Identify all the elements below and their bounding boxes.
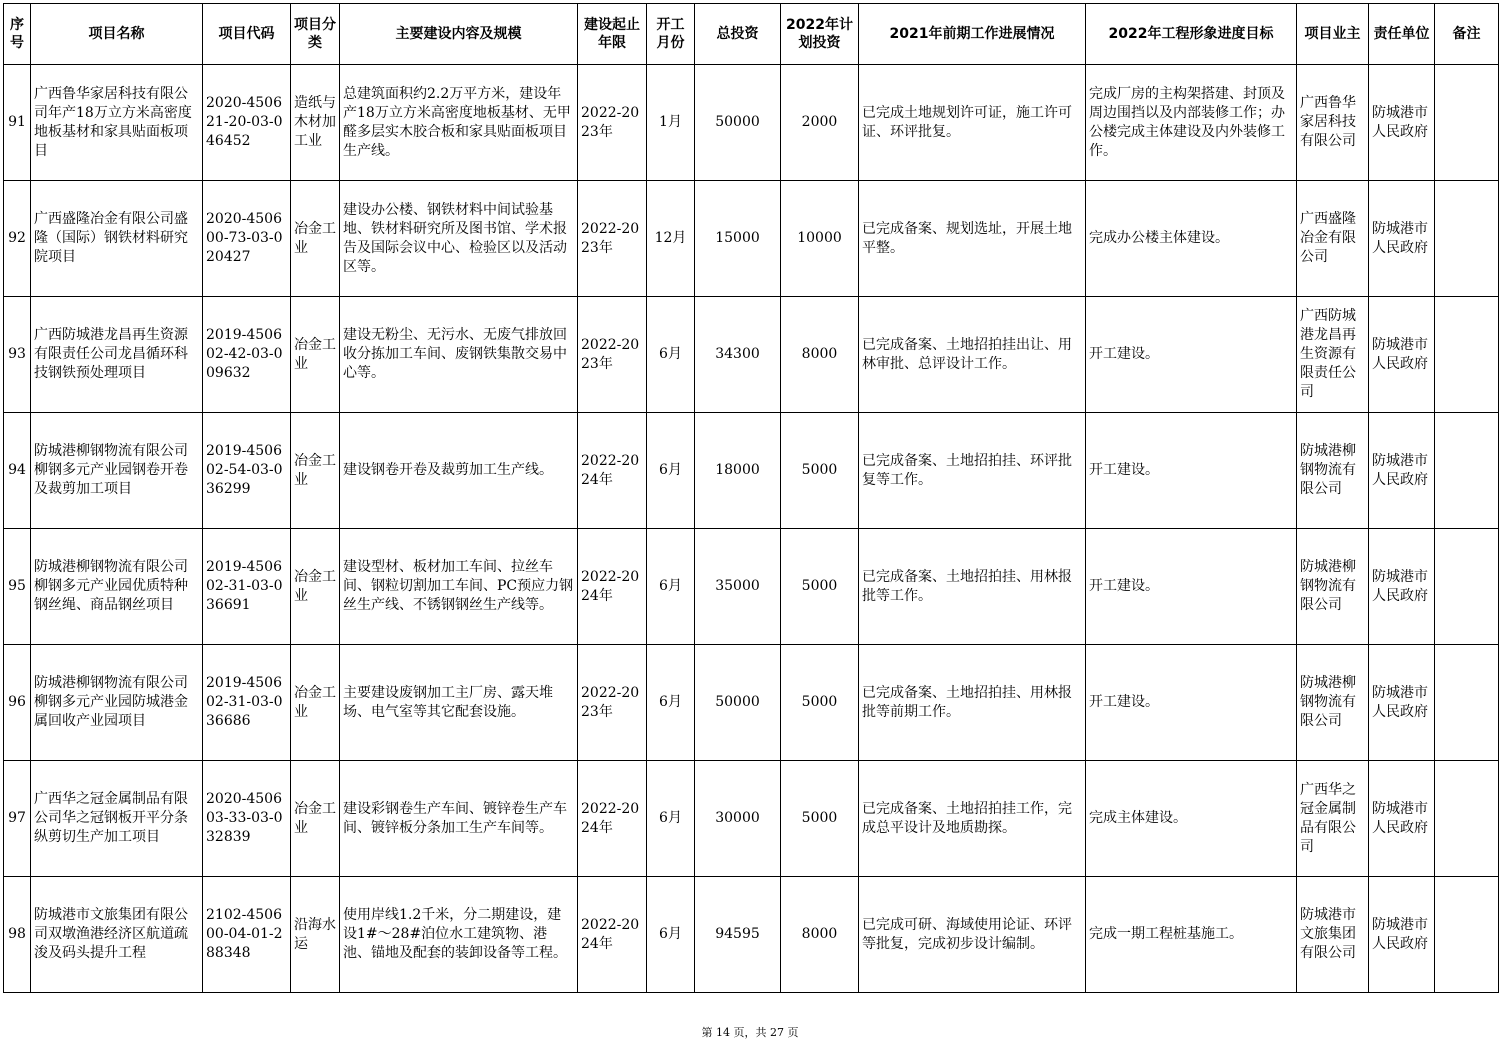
cell-note <box>1435 529 1499 645</box>
cell-content: 建设彩钢卷生产车间、镀锌卷生产车间、镀锌板分条加工生产车间等。 <box>340 761 578 877</box>
cell-progress: 已完成备案、土地招拍挂、用林报批等工作。 <box>859 529 1086 645</box>
cell-period: 2022-2024年 <box>578 877 647 993</box>
cell-plan: 8000 <box>781 877 859 993</box>
cell-name: 广西盛隆冶金有限公司盛隆（国际）钢铁材料研究院项目 <box>31 181 203 297</box>
cell-total: 15000 <box>695 181 781 297</box>
cell-month: 6月 <box>647 297 695 413</box>
cell-total: 30000 <box>695 761 781 877</box>
cell-target: 完成厂房的主构架搭建、封顶及周边围挡以及内部装修工作；办公楼完成主体建设及内外装修工作。 <box>1086 65 1297 181</box>
table-row <box>4 877 1499 993</box>
header-owner: 项目业主 <box>1297 4 1369 65</box>
cell-progress: 已完成备案、土地招拍挂、用林报批等前期工作。 <box>859 645 1086 761</box>
cell-name: 防城港柳钢物流有限公司柳钢多元产业园优质特种钢丝绳、商品钢丝项目 <box>31 529 203 645</box>
table-row <box>4 413 1499 529</box>
cell-total: 35000 <box>695 529 781 645</box>
cell-period: 2022-2023年 <box>578 645 647 761</box>
cell-category: 冶金工业 <box>291 413 340 529</box>
cell-no: 91 <box>4 65 31 181</box>
cell-unit: 防城港市人民政府 <box>1369 413 1435 529</box>
cell-progress: 已完成备案、土地招拍挂工作，完成总平设计及地质勘探。 <box>859 761 1086 877</box>
cell-content: 建设办公楼、钢铁材料中间试验基地、铁材料研究所及图书馆、学术报告及国际会议中心、检验区以及活动区等。 <box>340 181 578 297</box>
cell-owner: 防城港柳钢物流有限公司 <box>1297 529 1369 645</box>
header-progress: 2021年前期工作进展情况 <box>859 4 1086 65</box>
cell-owner: 广西鲁华家居科技有限公司 <box>1297 65 1369 181</box>
cell-plan: 8000 <box>781 297 859 413</box>
cell-plan: 10000 <box>781 181 859 297</box>
cell-period: 2022-2023年 <box>578 65 647 181</box>
cell-no: 98 <box>4 877 31 993</box>
cell-target: 完成一期工程桩基施工。 <box>1086 877 1297 993</box>
cell-month: 6月 <box>647 761 695 877</box>
cell-target: 开工建设。 <box>1086 297 1297 413</box>
cell-name: 防城港柳钢物流有限公司柳钢多元产业园防城港金属回收产业园项目 <box>31 645 203 761</box>
cell-target: 完成办公楼主体建设。 <box>1086 181 1297 297</box>
table-row <box>4 761 1499 877</box>
cell-category: 冶金工业 <box>291 181 340 297</box>
cell-category: 造纸与木材加工业 <box>291 65 340 181</box>
cell-no: 92 <box>4 181 31 297</box>
cell-content: 建设无粉尘、无污水、无废气排放回收分拣加工车间、废钢铁集散交易中心等。 <box>340 297 578 413</box>
cell-total: 50000 <box>695 645 781 761</box>
cell-category: 冶金工业 <box>291 297 340 413</box>
cell-month: 1月 <box>647 65 695 181</box>
cell-note <box>1435 297 1499 413</box>
cell-owner: 广西盛隆冶金有限公司 <box>1297 181 1369 297</box>
cell-target: 完成主体建设。 <box>1086 761 1297 877</box>
cell-month: 6月 <box>647 645 695 761</box>
cell-plan: 2000 <box>781 65 859 181</box>
cell-name: 广西鲁华家居科技有限公司年产18万立方米高密度地板基材和家具贴面板项目 <box>31 65 203 181</box>
cell-content: 建设钢卷开卷及裁剪加工生产线。 <box>340 413 578 529</box>
cell-code: 2019-450602-42-03-009632 <box>203 297 291 413</box>
cell-owner: 广西防城港龙昌再生资源有限责任公司 <box>1297 297 1369 413</box>
cell-total: 50000 <box>695 65 781 181</box>
cell-progress: 已完成备案、土地招拍挂出让、用林审批、总评设计工作。 <box>859 297 1086 413</box>
cell-name: 防城港市文旅集团有限公司双墩渔港经济区航道疏浚及码头提升工程 <box>31 877 203 993</box>
cell-month: 6月 <box>647 413 695 529</box>
header-target: 2022年工程形象进度目标 <box>1086 4 1297 65</box>
project-table <box>3 3 1499 993</box>
cell-plan: 5000 <box>781 761 859 877</box>
cell-note <box>1435 181 1499 297</box>
cell-code: 2020-450621-20-03-046452 <box>203 65 291 181</box>
cell-period: 2022-2024年 <box>578 529 647 645</box>
header-unit: 责任单位 <box>1369 4 1435 65</box>
cell-plan: 5000 <box>781 645 859 761</box>
cell-no: 96 <box>4 645 31 761</box>
cell-content: 总建筑面积约2.2万平方米，建设年产18万立方米高密度地板基材、无甲醛多层实木胶合板和家具贴面板项目生产线。 <box>340 65 578 181</box>
header-total: 总投资 <box>695 4 781 65</box>
cell-unit: 防城港市人民政府 <box>1369 65 1435 181</box>
cell-plan: 5000 <box>781 529 859 645</box>
cell-code: 2019-450602-31-03-036691 <box>203 529 291 645</box>
cell-code: 2020-450603-33-03-032839 <box>203 761 291 877</box>
cell-owner: 防城港柳钢物流有限公司 <box>1297 645 1369 761</box>
cell-unit: 防城港市人民政府 <box>1369 297 1435 413</box>
cell-owner: 防城港市文旅集团有限公司 <box>1297 877 1369 993</box>
header-no: 序号 <box>4 4 31 65</box>
cell-progress: 已完成可研、海域使用论证、环评等批复，完成初步设计编制。 <box>859 877 1086 993</box>
cell-code: 2020-450600-73-03-020427 <box>203 181 291 297</box>
cell-month: 6月 <box>647 877 695 993</box>
cell-progress: 已完成土地规划许可证，施工许可证、环评批复。 <box>859 65 1086 181</box>
cell-no: 97 <box>4 761 31 877</box>
cell-no: 95 <box>4 529 31 645</box>
cell-category: 冶金工业 <box>291 761 340 877</box>
page-footer: 第 14 页，共 27 页 <box>701 1026 799 1039</box>
table-row <box>4 181 1499 297</box>
cell-note <box>1435 645 1499 761</box>
cell-plan: 5000 <box>781 413 859 529</box>
cell-unit: 防城港市人民政府 <box>1369 877 1435 993</box>
cell-note <box>1435 877 1499 993</box>
cell-content: 使用岸线1.2千米，分二期建设，建设1#～28#泊位水工建筑物、港池、锚地及配套的装卸设备等工程。 <box>340 877 578 993</box>
cell-code: 2019-450602-31-03-036686 <box>203 645 291 761</box>
cell-note <box>1435 65 1499 181</box>
cell-owner: 广西华之冠金属制品有限公司 <box>1297 761 1369 877</box>
table-row <box>4 529 1499 645</box>
cell-unit: 防城港市人民政府 <box>1369 761 1435 877</box>
cell-note <box>1435 413 1499 529</box>
cell-unit: 防城港市人民政府 <box>1369 181 1435 297</box>
cell-category: 冶金工业 <box>291 529 340 645</box>
cell-month: 6月 <box>647 529 695 645</box>
cell-name: 防城港柳钢物流有限公司柳钢多元产业园钢卷开卷及裁剪加工项目 <box>31 413 203 529</box>
header-code: 项目代码 <box>203 4 291 65</box>
table-row <box>4 645 1499 761</box>
cell-target: 开工建设。 <box>1086 413 1297 529</box>
cell-unit: 防城港市人民政府 <box>1369 529 1435 645</box>
cell-no: 94 <box>4 413 31 529</box>
cell-period: 2022-2024年 <box>578 413 647 529</box>
cell-note <box>1435 761 1499 877</box>
cell-unit: 防城港市人民政府 <box>1369 645 1435 761</box>
header-content: 主要建设内容及规模 <box>340 4 578 65</box>
cell-owner: 防城港柳钢物流有限公司 <box>1297 413 1369 529</box>
cell-target: 开工建设。 <box>1086 645 1297 761</box>
cell-progress: 已完成备案、规划选址，开展土地平整。 <box>859 181 1086 297</box>
header-note: 备注 <box>1435 4 1499 65</box>
cell-category: 冶金工业 <box>291 645 340 761</box>
cell-name: 广西防城港龙昌再生资源有限责任公司龙昌循环科技钢铁预处理项目 <box>31 297 203 413</box>
cell-content: 建设型材、板材加工车间、拉丝车间、钢粒切割加工车间、PC预应力钢丝生产线、不锈钢钢丝生产线等。 <box>340 529 578 645</box>
table-row <box>4 65 1499 181</box>
header-plan: 2022年计划投资 <box>781 4 859 65</box>
cell-period: 2022-2023年 <box>578 181 647 297</box>
cell-name: 广西华之冠金属制品有限公司华之冠钢板开平分条纵剪切生产加工项目 <box>31 761 203 877</box>
cell-period: 2022-2024年 <box>578 761 647 877</box>
cell-progress: 已完成备案、土地招拍挂、环评批复等工作。 <box>859 413 1086 529</box>
header-category: 项目分类 <box>291 4 340 65</box>
cell-total: 94595 <box>695 877 781 993</box>
cell-period: 2022-2023年 <box>578 297 647 413</box>
cell-no: 93 <box>4 297 31 413</box>
header-name: 项目名称 <box>31 4 203 65</box>
cell-total: 34300 <box>695 297 781 413</box>
cell-month: 12月 <box>647 181 695 297</box>
header-period: 建设起止年限 <box>578 4 647 65</box>
cell-target: 开工建设。 <box>1086 529 1297 645</box>
cell-category: 沿海水运 <box>291 877 340 993</box>
cell-code: 2102-450600-04-01-288348 <box>203 877 291 993</box>
header-month: 开工月份 <box>647 4 695 65</box>
cell-content: 主要建设废钢加工主厂房、露天堆场、电气室等其它配套设施。 <box>340 645 578 761</box>
cell-code: 2019-450602-54-03-036299 <box>203 413 291 529</box>
header-row <box>4 4 1499 65</box>
cell-total: 18000 <box>695 413 781 529</box>
table-row <box>4 297 1499 413</box>
